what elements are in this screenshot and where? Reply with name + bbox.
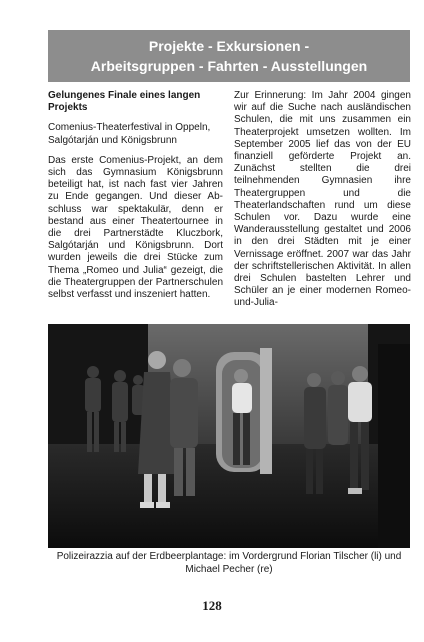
article-subheading: Comenius-Theaterfestival in Oppeln, Salgótarján und Königsbrunn — [48, 122, 211, 146]
banner-title-line-2: Arbeitsgruppen - Fahrten - Ausstellungen — [90, 58, 368, 74]
page-number: 128 — [202, 598, 222, 613]
right-column — [234, 90, 411, 317]
left-column-body: Das erste Comenius-Projekt, an dem sich das Gymnasium Königsbrunn beteiligt hat, ist nach fast vier Jahren zu Ende gegangen. Und dieser Abschluss war spektakulär, denn er bestand aus einer Theatertournee in die drei Partnerstädte Kluczbork, Salgótarján und Königsbrunn. Dort wurden jeweils die drei Stücke zum Thema „Romeo und Julia“ gezeigt, die die Theatergruppen der Partnerschulen selbst verfasst und inszeniert hatten. — [48, 154, 223, 301]
banner-title-line-1: Projekte - Exkursionen - — [148, 38, 310, 54]
article-heading: Gelungenes Finale eines langen Projekts — [48, 90, 201, 114]
stage-scene-image — [48, 324, 410, 548]
right-column-body: Zur Erinnerung: Im Jahr 2004 gingen wir auf die Suche nach ausländischen Schulen, die mit uns zusammen ein Theaterprojekt umsetzen wollten. Im September 2005 lief das von der EU finanziell geförderte Projekt an. Zunächst stellten die drei teilnehmenden Gymnasien ihre Theatergruppen und die Theaterlandschaften rund um diese Schulen vor. Dazu wurde eine Wanderausstellung gestaltet und 2006 in den drei Städten mit je einer Vernissage eröffnet. 2007 war das Jahr der schriftstellerischen Aktivität. In allen drei Schulen bastelten Lehrer und Schüler an je einer modernen Romeo-und-Julia- — [234, 90, 411, 309]
left-column — [48, 90, 223, 308]
section-banner — [48, 30, 410, 82]
photo-caption: Polizeirazzia auf der Erdbeerplantage: im Vordergrund Florian Tilscher (li) und Michael Pecher (re) — [56, 551, 402, 575]
stage-photo — [48, 324, 410, 548]
